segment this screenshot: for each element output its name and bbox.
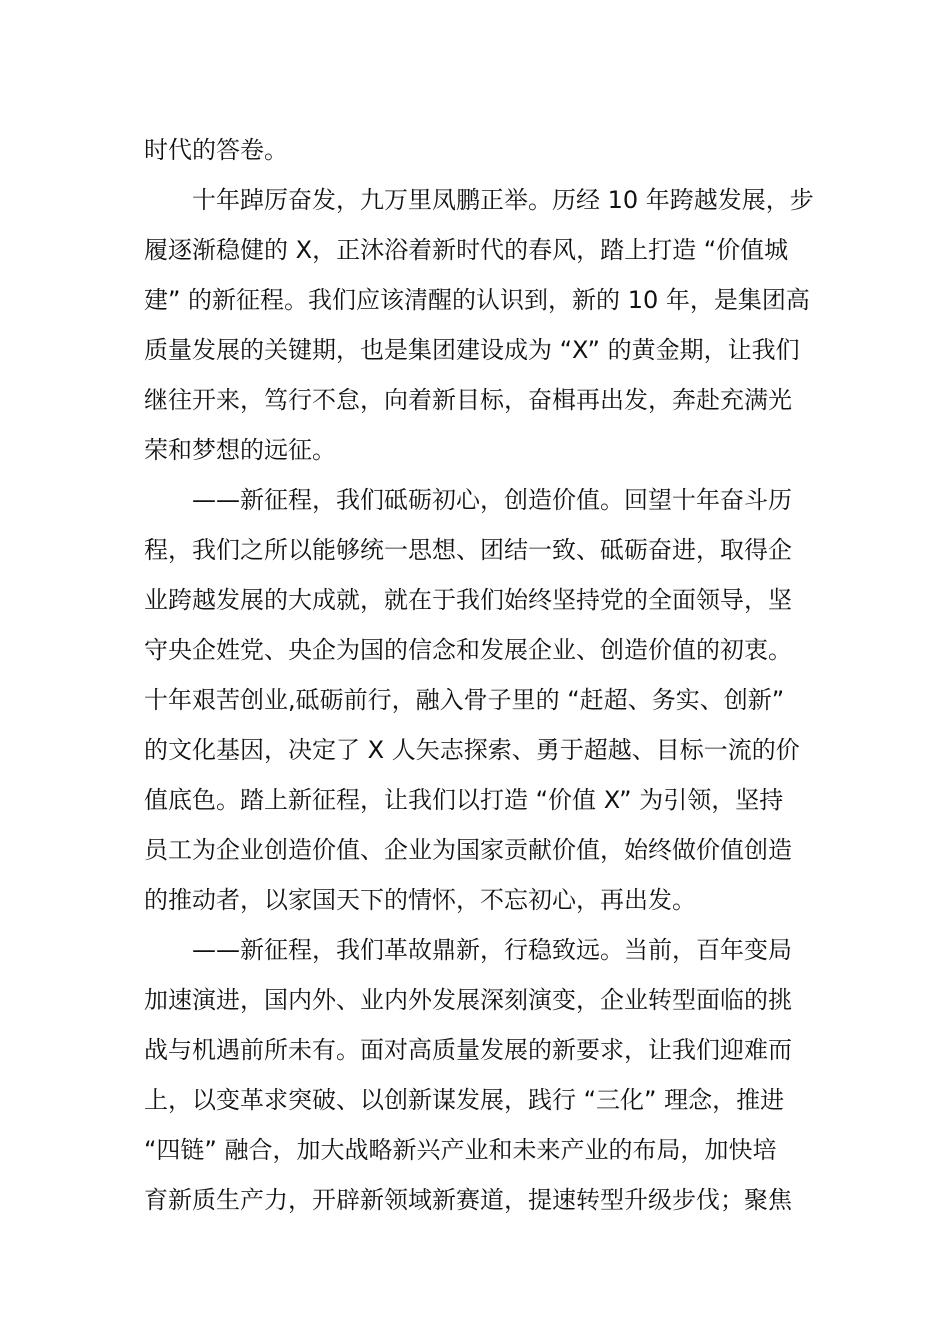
paragraph-first-line: ——新征程，我们砥砺初心，创造价值。回望十年奋斗历 — [192, 486, 792, 514]
text-line: 上，以变革求突破、以创新谋发展，践行 “三化” 理念，推进 — [144, 1086, 785, 1114]
paragraph-first-line: ——新征程，我们革故鼎新，行稳致远。当前，百年变局 — [192, 936, 792, 964]
text-line: 育新质生产力，开辟新领域新赛道，提速转型升级步伐；聚焦 — [144, 1186, 792, 1214]
text-line: 员工为企业创造价值、企业为国家贡献价值，始终做价值创造 — [144, 836, 792, 864]
text-line: 加速演进，国内外、业内外发展深刻演变，企业转型面临的挑 — [144, 986, 792, 1014]
text-line: 程，我们之所以能够统一思想、团结一致、砥砺奋进，取得企 — [144, 536, 792, 564]
text-line: 建” 的新征程。我们应该清醒的认识到，新的 10 年，是集团高 — [144, 286, 810, 314]
text-line: 时代的答卷。 — [144, 136, 288, 164]
body-text — [144, 125, 814, 1225]
text-line: 战与机遇前所未有。面对高质量发展的新要求，让我们迎难而 — [144, 1036, 792, 1064]
text-line: 守央企姓党、央企为国的信念和发展企业、创造价值的初衷。 — [144, 636, 792, 664]
text-line: 继往开来，笃行不怠，向着新目标，奋楫再出发，奔赴充满光 — [144, 386, 792, 414]
text-line: 值底色。踏上新征程，让我们以打造 “价值 X” 为引领，坚持 — [144, 786, 784, 814]
text-line: “四链” 融合，加大战略新兴产业和未来产业的布局，加快培 — [144, 1136, 777, 1164]
text-line: 的推动者，以家国天下的情怀，不忘初心，再出发。 — [144, 886, 696, 914]
text-line: 十年艰苦创业,砥砺前行，融入骨子里的 “赶超、务实、创新” — [144, 686, 785, 714]
text-line: 业跨越发展的大成就，就在于我们始终坚持党的全面领导，坚 — [144, 586, 792, 614]
text-line: 履逐渐稳健的 X，正沐浴着新时代的春风，踏上打造 “价值城 — [144, 236, 789, 264]
text-line: 的文化基因，决定了 X 人矢志探索、勇于超越、目标一流的价 — [144, 736, 800, 764]
text-line: 质量发展的关键期，也是集团建设成为 “X” 的黄金期，让我们 — [144, 336, 800, 364]
paragraph-first-line: 十年踔厉奋发，九万里凤鹏正举。历经 10 年跨越发展，步 — [192, 186, 814, 214]
text-line: 荣和梦想的远征。 — [144, 436, 336, 464]
